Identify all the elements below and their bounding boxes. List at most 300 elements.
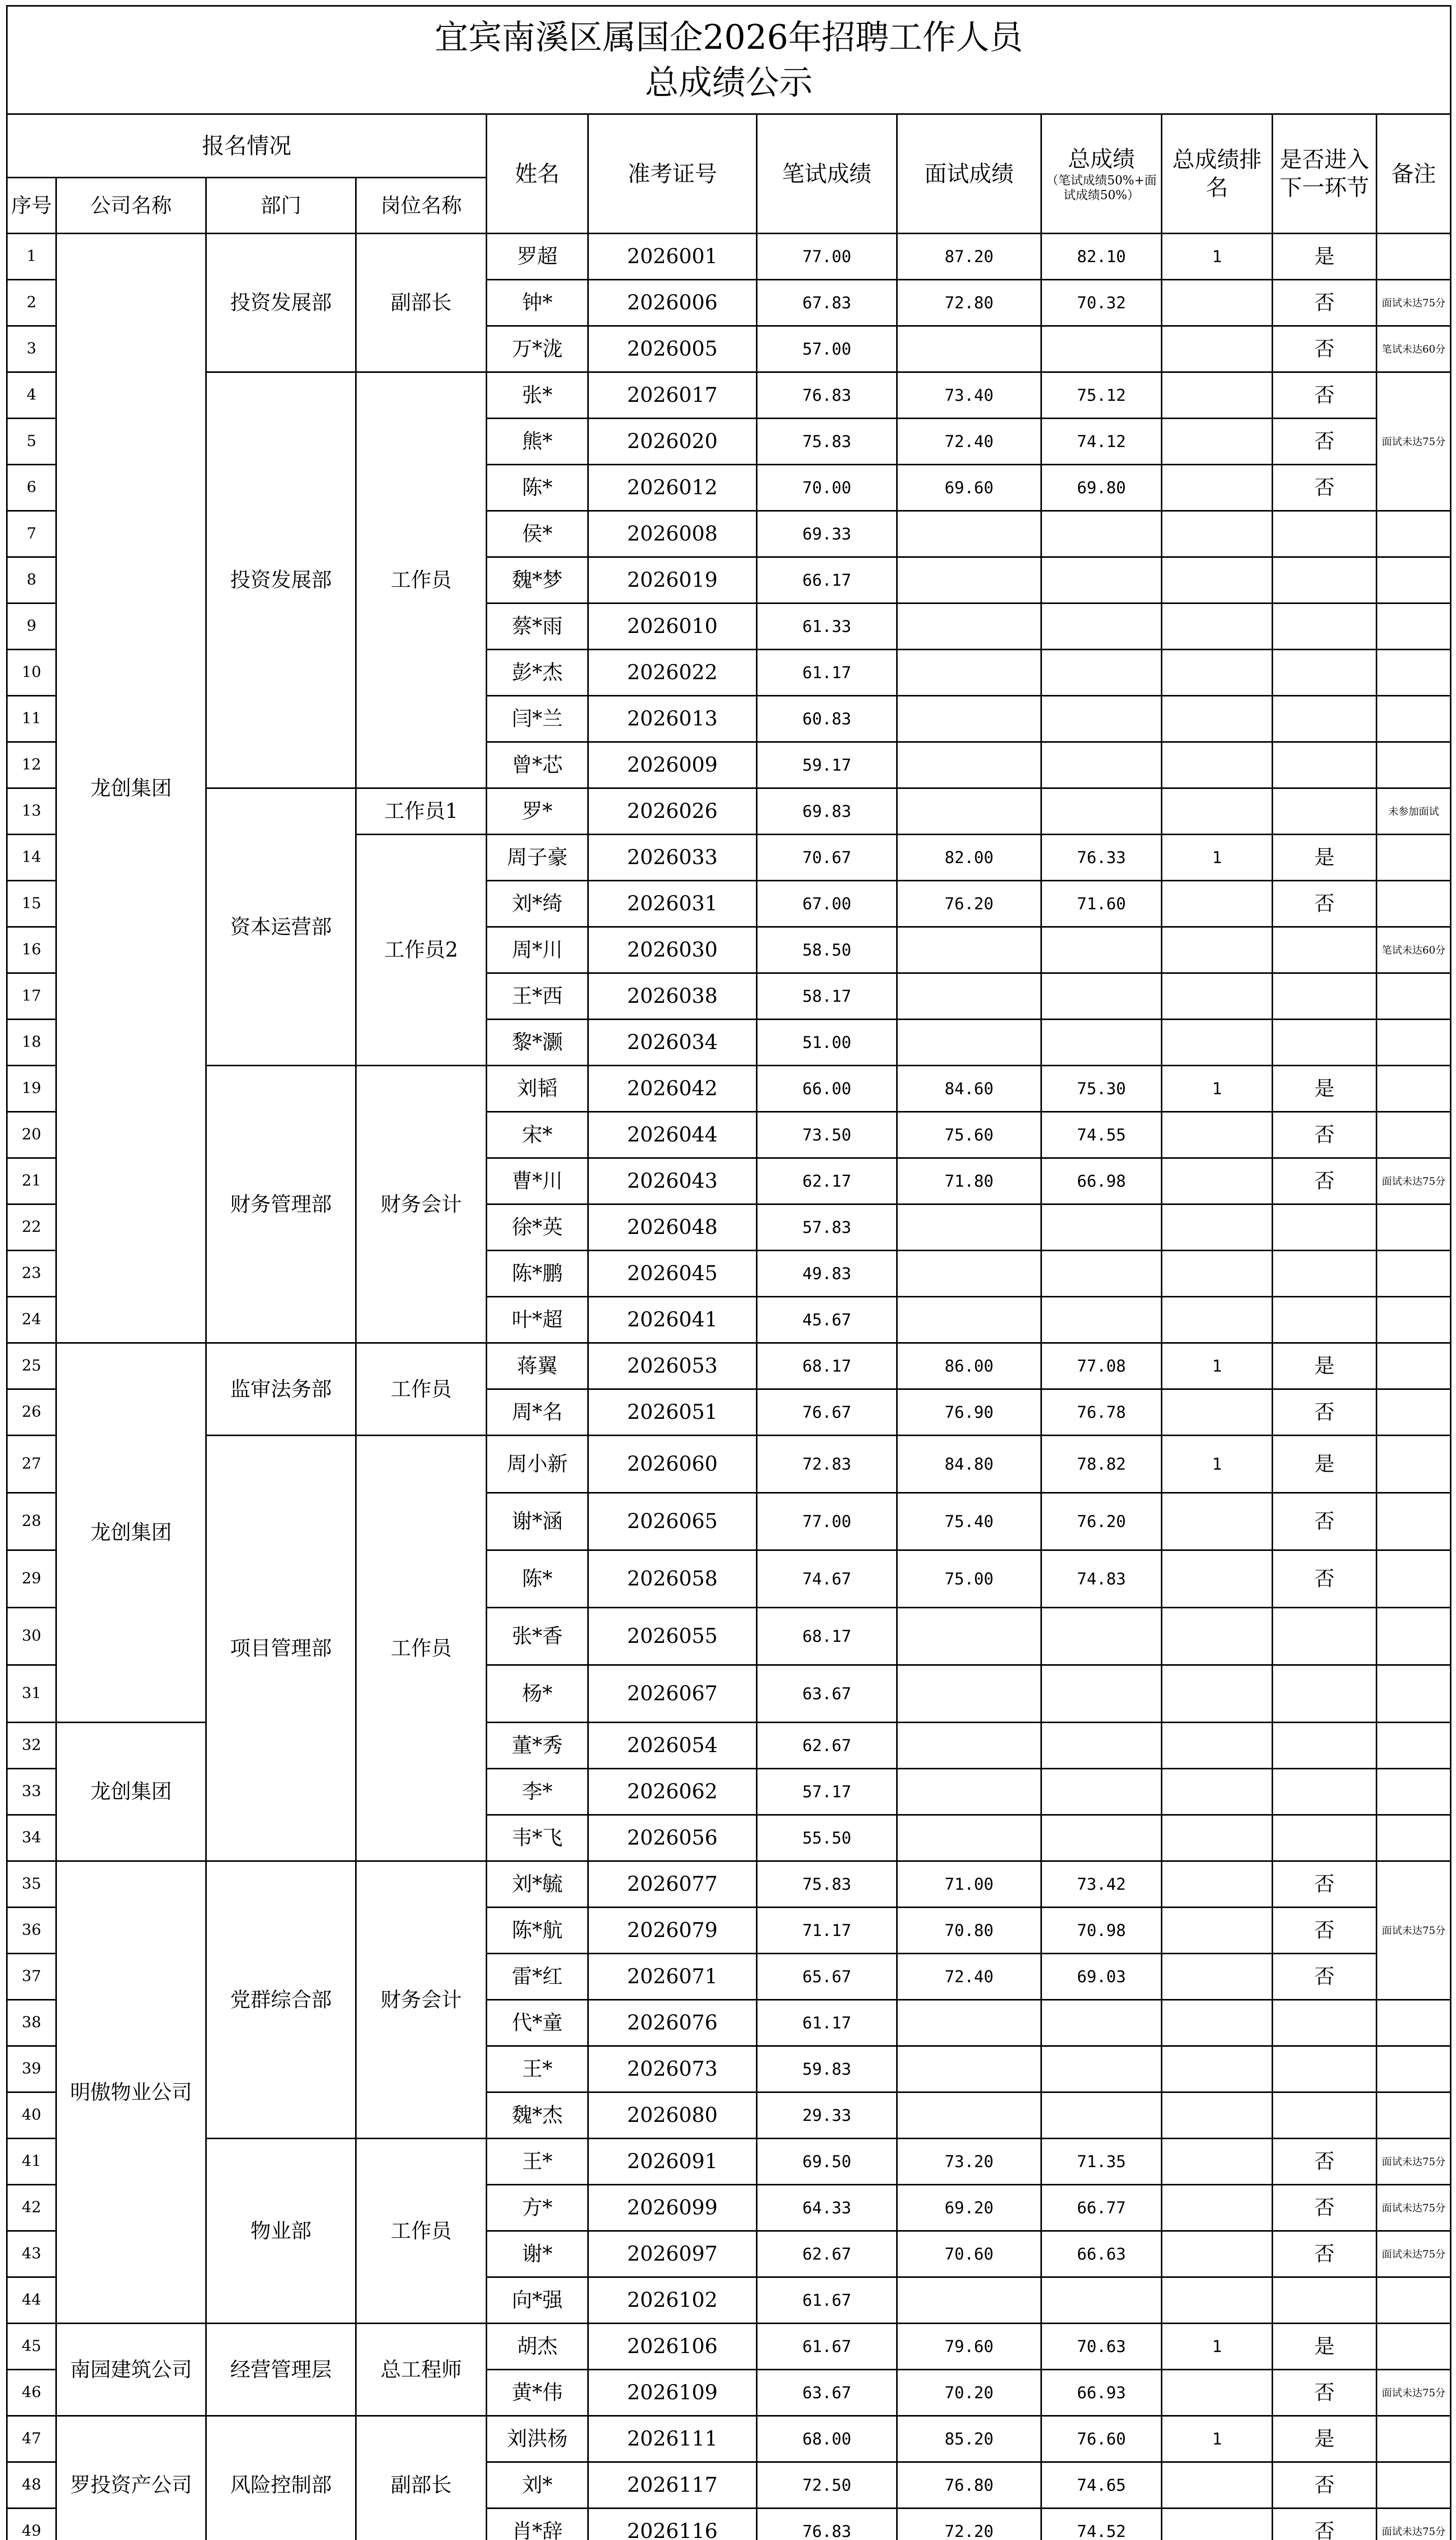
name-cell: 王* [487, 2139, 588, 2185]
name-cell: 董*秀 [487, 1723, 588, 1769]
name-cell: 黄*伟 [487, 2370, 588, 2416]
rank-cell [1162, 1608, 1273, 1665]
name-cell: 周小新 [487, 1436, 588, 1493]
rank-cell [1162, 1297, 1273, 1343]
dept-cell: 项目管理部 [206, 1436, 356, 1861]
header-interview: 面试成绩 [897, 114, 1041, 234]
remark-cell: 面试未达75分 [1377, 280, 1451, 326]
remark-cell [1377, 1550, 1451, 1608]
name-cell: 雷*红 [487, 1954, 588, 2000]
seq-cell: 32 [7, 1723, 56, 1769]
rank-cell [1162, 2277, 1273, 2324]
rank-cell [1162, 927, 1273, 973]
advance-cell: 否 [1273, 372, 1377, 419]
interview-score-cell: 82.00 [897, 835, 1041, 881]
interview-score-cell: 73.20 [897, 2139, 1041, 2185]
ticket-cell: 2026043 [588, 1158, 757, 1204]
table-row [7, 2416, 1451, 2462]
interview-score-cell: 73.40 [897, 372, 1041, 419]
remark-cell [1377, 1297, 1451, 1343]
total-score-cell [1041, 2092, 1162, 2139]
dept-cell: 党群综合部 [206, 1861, 356, 2139]
interview-score-cell: 70.80 [897, 1908, 1041, 1954]
interview-score-cell: 86.00 [897, 1343, 1041, 1389]
seq-cell: 44 [7, 2277, 56, 2324]
seq-cell: 34 [7, 1815, 56, 1861]
total-score-cell [1041, 557, 1162, 604]
rank-cell [1162, 1769, 1273, 1815]
name-cell: 刘韬 [487, 1066, 588, 1112]
position-cell: 工作员2 [356, 835, 487, 1066]
advance-cell: 否 [1273, 2370, 1377, 2416]
ticket-cell: 2026030 [588, 927, 757, 973]
title-line-2: 总成绩公示 [645, 63, 813, 102]
seq-cell: 25 [7, 1343, 56, 1389]
written-score-cell: 68.00 [757, 2416, 897, 2462]
name-cell: 熊* [487, 419, 588, 465]
advance-cell: 是 [1273, 2324, 1377, 2370]
total-score-cell [1041, 2277, 1162, 2324]
table-row [7, 788, 1451, 835]
written-score-cell: 77.00 [757, 234, 897, 280]
ticket-cell: 2026065 [588, 1493, 757, 1550]
interview-score-cell: 70.60 [897, 2231, 1041, 2277]
seq-cell: 39 [7, 2046, 56, 2092]
rank-cell [1162, 511, 1273, 557]
ticket-cell: 2026099 [588, 2185, 757, 2231]
written-score-cell: 29.33 [757, 2092, 897, 2139]
ticket-cell: 2026106 [588, 2324, 757, 2370]
ticket-cell: 2026054 [588, 1723, 757, 1769]
ticket-cell: 2026001 [588, 234, 757, 280]
name-cell: 周子豪 [487, 835, 588, 881]
results-sheet [6, 5, 1450, 2540]
seq-cell: 43 [7, 2231, 56, 2277]
dept-cell: 物业部 [206, 2139, 356, 2324]
advance-cell [1273, 511, 1377, 557]
total-score-cell: 66.77 [1041, 2185, 1162, 2231]
interview-score-cell: 75.60 [897, 1112, 1041, 1158]
ticket-cell: 2026042 [588, 1066, 757, 1112]
written-score-cell: 74.67 [757, 1550, 897, 1608]
advance-cell [1273, 1297, 1377, 1343]
seq-cell: 6 [7, 465, 56, 511]
seq-cell: 46 [7, 2370, 56, 2416]
seq-cell: 29 [7, 1550, 56, 1608]
name-cell: 陈* [487, 1550, 588, 1608]
interview-score-cell [897, 326, 1041, 372]
company-cell: 罗投资产公司 [56, 2416, 206, 2540]
interview-score-cell [897, 2277, 1041, 2324]
seq-cell: 19 [7, 1066, 56, 1112]
advance-cell [1273, 742, 1377, 788]
advance-cell: 否 [1273, 2462, 1377, 2509]
table-row [7, 2139, 1451, 2185]
remark-cell [1377, 1204, 1451, 1251]
rank-cell [1162, 372, 1273, 419]
written-score-cell: 70.67 [757, 835, 897, 881]
advance-cell [1273, 557, 1377, 604]
advance-cell [1273, 1769, 1377, 1815]
total-score-cell: 74.83 [1041, 1550, 1162, 1608]
name-cell: 曹*川 [487, 1158, 588, 1204]
dept-cell: 投资发展部 [206, 372, 356, 788]
ticket-cell: 2026116 [588, 2509, 757, 2540]
advance-cell [1273, 1665, 1377, 1723]
total-score-cell: 69.03 [1041, 1954, 1162, 2000]
written-score-cell: 67.83 [757, 280, 897, 326]
total-score-cell: 76.60 [1041, 2416, 1162, 2462]
remark-cell [1377, 2092, 1451, 2139]
total-score-cell: 66.98 [1041, 1158, 1162, 1204]
rank-cell: 1 [1162, 1343, 1273, 1389]
ticket-cell: 2026013 [588, 696, 757, 742]
seq-cell: 15 [7, 881, 56, 927]
written-score-cell: 76.67 [757, 1389, 897, 1436]
rank-cell [1162, 1020, 1273, 1066]
seq-cell: 3 [7, 326, 56, 372]
seq-cell: 33 [7, 1769, 56, 1815]
name-cell: 徐*英 [487, 1204, 588, 1251]
ticket-cell: 2026022 [588, 650, 757, 696]
header-seq: 序号 [7, 178, 56, 234]
interview-score-cell: 85.20 [897, 2416, 1041, 2462]
written-score-cell: 65.67 [757, 1954, 897, 2000]
written-score-cell: 69.50 [757, 2139, 897, 2185]
remark-cell: 面试未达75分 [1377, 2185, 1451, 2231]
table-row [7, 1861, 1451, 1908]
ticket-cell: 2026111 [588, 2416, 757, 2462]
ticket-cell: 2026056 [588, 1815, 757, 1861]
rank-cell [1162, 973, 1273, 1020]
name-cell: 谢*涵 [487, 1493, 588, 1550]
name-cell: 魏*杰 [487, 2092, 588, 2139]
total-score-cell: 76.33 [1041, 835, 1162, 881]
header-ticket: 准考证号 [588, 114, 757, 234]
ticket-cell: 2026058 [588, 1550, 757, 1608]
written-score-cell: 76.83 [757, 372, 897, 419]
ticket-cell: 2026044 [588, 1112, 757, 1158]
advance-cell [1273, 2277, 1377, 2324]
rank-cell [1162, 2462, 1273, 2509]
advance-cell [1273, 1723, 1377, 1769]
seq-cell: 23 [7, 1251, 56, 1297]
interview-score-cell: 69.60 [897, 465, 1041, 511]
total-score-cell: 74.55 [1041, 1112, 1162, 1158]
remark-cell: 面试未达75分 [1377, 2509, 1451, 2540]
seq-cell: 28 [7, 1493, 56, 1550]
seq-cell: 9 [7, 604, 56, 650]
ticket-cell: 2026006 [588, 280, 757, 326]
rank-cell [1162, 2185, 1273, 2231]
written-score-cell: 62.17 [757, 1158, 897, 1204]
written-score-cell: 59.83 [757, 2046, 897, 2092]
advance-cell: 否 [1273, 2139, 1377, 2185]
name-cell: 李* [487, 1769, 588, 1815]
remark-cell [1377, 1436, 1451, 1493]
interview-score-cell [897, 1297, 1041, 1343]
total-score-cell: 77.08 [1041, 1343, 1162, 1389]
ticket-cell: 2026017 [588, 372, 757, 419]
advance-cell: 是 [1273, 2416, 1377, 2462]
header-position: 岗位名称 [356, 178, 487, 234]
name-cell: 彭*杰 [487, 650, 588, 696]
rank-cell [1162, 788, 1273, 835]
advance-cell [1273, 604, 1377, 650]
ticket-cell: 2026097 [588, 2231, 757, 2277]
interview-score-cell [897, 788, 1041, 835]
advance-cell: 否 [1273, 1908, 1377, 1954]
ticket-cell: 2026048 [588, 1204, 757, 1251]
ticket-cell: 2026109 [588, 2370, 757, 2416]
rank-cell [1162, 742, 1273, 788]
written-score-cell: 58.50 [757, 927, 897, 973]
company-cell: 龙创集团 [56, 234, 206, 1343]
interview-score-cell [897, 1608, 1041, 1665]
remark-cell [1377, 557, 1451, 604]
rank-cell [1162, 1204, 1273, 1251]
ticket-cell: 2026055 [588, 1608, 757, 1665]
interview-score-cell: 70.20 [897, 2370, 1041, 2416]
name-cell: 万*泷 [487, 326, 588, 372]
advance-cell: 否 [1273, 1954, 1377, 2000]
ticket-cell: 2026008 [588, 511, 757, 557]
rank-cell: 1 [1162, 1066, 1273, 1112]
position-cell: 工作员 [356, 1343, 487, 1436]
company-cell: 龙创集团 [56, 1343, 206, 1723]
remark-cell [1377, 1723, 1451, 1769]
rank-cell [1162, 2231, 1273, 2277]
rank-cell: 1 [1162, 2416, 1273, 2462]
seq-cell: 41 [7, 2139, 56, 2185]
position-cell: 工作员 [356, 2139, 487, 2324]
name-cell: 肖*辞 [487, 2509, 588, 2540]
written-score-cell: 72.50 [757, 2462, 897, 2509]
total-score-cell [1041, 1020, 1162, 1066]
total-score-cell [1041, 742, 1162, 788]
remark-cell [1377, 1112, 1451, 1158]
interview-score-cell: 72.80 [897, 280, 1041, 326]
name-cell: 周*名 [487, 1389, 588, 1436]
name-cell: 侯* [487, 511, 588, 557]
advance-cell: 否 [1273, 2185, 1377, 2231]
total-score-cell: 76.78 [1041, 1389, 1162, 1436]
total-score-cell: 66.93 [1041, 2370, 1162, 2416]
rank-cell: 1 [1162, 2324, 1273, 2370]
written-score-cell: 73.50 [757, 1112, 897, 1158]
interview-score-cell: 72.20 [897, 2509, 1041, 2540]
rank-cell [1162, 465, 1273, 511]
name-cell: 周*川 [487, 927, 588, 973]
remark-cell: 面试未达75分 [1377, 1158, 1451, 1204]
interview-score-cell: 72.40 [897, 1954, 1041, 2000]
seq-cell: 49 [7, 2509, 56, 2540]
name-cell: 胡杰 [487, 2324, 588, 2370]
written-score-cell: 45.67 [757, 1297, 897, 1343]
ticket-cell: 2026045 [588, 1251, 757, 1297]
rank-cell [1162, 1815, 1273, 1861]
interview-score-cell: 79.60 [897, 2324, 1041, 2370]
ticket-cell: 2026033 [588, 835, 757, 881]
total-score-cell [1041, 973, 1162, 1020]
rank-cell [1162, 1550, 1273, 1608]
rank-cell [1162, 881, 1273, 927]
interview-score-cell: 69.20 [897, 2185, 1041, 2231]
name-cell: 代*童 [487, 2000, 588, 2046]
ticket-cell: 2026080 [588, 2092, 757, 2139]
seq-cell: 17 [7, 973, 56, 1020]
interview-score-cell: 87.20 [897, 234, 1041, 280]
total-score-cell: 70.98 [1041, 1908, 1162, 1954]
position-cell: 副部长 [356, 2416, 487, 2540]
name-cell: 曾*芯 [487, 742, 588, 788]
written-score-cell: 51.00 [757, 1020, 897, 1066]
written-score-cell: 62.67 [757, 1723, 897, 1769]
name-cell: 钟* [487, 280, 588, 326]
rank-cell: 1 [1162, 234, 1273, 280]
dept-cell: 投资发展部 [206, 234, 356, 372]
table-row [7, 2324, 1451, 2370]
advance-cell [1273, 788, 1377, 835]
seq-cell: 48 [7, 2462, 56, 2509]
rank-cell [1162, 1493, 1273, 1550]
seq-cell: 37 [7, 1954, 56, 2000]
rank-cell [1162, 280, 1273, 326]
company-cell: 明傲物业公司 [56, 1861, 206, 2324]
remark-cell [1377, 2324, 1451, 2370]
name-cell: 宋* [487, 1112, 588, 1158]
advance-cell [1273, 650, 1377, 696]
ticket-cell: 2026012 [588, 465, 757, 511]
total-score-cell [1041, 2000, 1162, 2046]
name-cell: 陈*鹏 [487, 1251, 588, 1297]
remark-cell [1377, 1343, 1451, 1389]
interview-score-cell: 72.40 [897, 419, 1041, 465]
seq-cell: 14 [7, 835, 56, 881]
advance-cell [1273, 2000, 1377, 2046]
remark-cell [1377, 2000, 1451, 2046]
name-cell: 王* [487, 2046, 588, 2092]
advance-cell [1273, 696, 1377, 742]
remark-cell [1377, 234, 1451, 280]
written-score-cell: 61.17 [757, 2000, 897, 2046]
name-cell: 韦*飞 [487, 1815, 588, 1861]
ticket-cell: 2026091 [588, 2139, 757, 2185]
total-score-cell [1041, 788, 1162, 835]
interview-score-cell [897, 2000, 1041, 2046]
seq-cell: 13 [7, 788, 56, 835]
advance-cell: 否 [1273, 2509, 1377, 2540]
remark-cell [1377, 1769, 1451, 1815]
name-cell: 陈* [487, 465, 588, 511]
advance-cell [1273, 1204, 1377, 1251]
remark-cell [1377, 881, 1451, 927]
ticket-cell: 2026073 [588, 2046, 757, 2092]
header-advance: 是否进入下一环节 [1273, 114, 1377, 234]
interview-score-cell [897, 1020, 1041, 1066]
written-score-cell: 69.33 [757, 511, 897, 557]
dept-cell: 财务管理部 [206, 1066, 356, 1343]
advance-cell [1273, 927, 1377, 973]
total-score-cell: 75.12 [1041, 372, 1162, 419]
written-score-cell: 60.83 [757, 696, 897, 742]
interview-score-cell: 75.40 [897, 1493, 1041, 1550]
interview-score-cell [897, 650, 1041, 696]
rank-cell: 1 [1162, 835, 1273, 881]
written-score-cell: 58.17 [757, 973, 897, 1020]
interview-score-cell: 84.60 [897, 1066, 1041, 1112]
ticket-cell: 2026079 [588, 1908, 757, 1954]
remark-cell [1377, 1815, 1451, 1861]
rank-cell [1162, 696, 1273, 742]
rank-cell [1162, 2370, 1273, 2416]
seq-cell: 20 [7, 1112, 56, 1158]
page-title [7, 6, 1451, 114]
written-score-cell: 75.83 [757, 419, 897, 465]
seq-cell: 12 [7, 742, 56, 788]
seq-cell: 5 [7, 419, 56, 465]
rank-cell [1162, 2000, 1273, 2046]
ticket-cell: 2026005 [588, 326, 757, 372]
advance-cell: 否 [1273, 419, 1377, 465]
ticket-cell: 2026026 [588, 788, 757, 835]
name-cell: 魏*梦 [487, 557, 588, 604]
remark-cell [1377, 1665, 1451, 1723]
ticket-cell: 2026117 [588, 2462, 757, 2509]
seq-cell: 8 [7, 557, 56, 604]
seq-cell: 30 [7, 1608, 56, 1665]
ticket-cell: 2026062 [588, 1769, 757, 1815]
rank-cell [1162, 1665, 1273, 1723]
interview-score-cell [897, 742, 1041, 788]
advance-cell: 否 [1273, 1861, 1377, 1908]
remark-cell [1377, 696, 1451, 742]
rank-cell [1162, 1389, 1273, 1436]
written-score-cell: 55.50 [757, 1815, 897, 1861]
total-score-cell: 73.42 [1041, 1861, 1162, 1908]
ticket-cell: 2026051 [588, 1389, 757, 1436]
total-score-cell: 71.35 [1041, 2139, 1162, 2185]
name-cell: 闫*兰 [487, 696, 588, 742]
remark-cell [1377, 650, 1451, 696]
written-score-cell: 64.33 [757, 2185, 897, 2231]
rank-cell [1162, 2046, 1273, 2092]
advance-cell: 否 [1273, 881, 1377, 927]
name-cell: 张* [487, 372, 588, 419]
written-score-cell: 63.67 [757, 2370, 897, 2416]
rank-cell [1162, 1112, 1273, 1158]
rank-cell [1162, 604, 1273, 650]
name-cell: 罗超 [487, 234, 588, 280]
seq-cell: 16 [7, 927, 56, 973]
remark-cell [1377, 511, 1451, 557]
ticket-cell: 2026077 [588, 1861, 757, 1908]
rank-cell [1162, 1954, 1273, 2000]
written-score-cell: 67.00 [757, 881, 897, 927]
total-score-cell [1041, 1769, 1162, 1815]
name-cell: 王*西 [487, 973, 588, 1020]
interview-score-cell: 84.80 [897, 1436, 1041, 1493]
interview-score-cell [897, 1665, 1041, 1723]
remark-cell [1377, 1020, 1451, 1066]
advance-cell: 是 [1273, 234, 1377, 280]
seq-cell: 45 [7, 2324, 56, 2370]
total-score-cell: 71.60 [1041, 881, 1162, 927]
name-cell: 张*香 [487, 1608, 588, 1665]
written-score-cell: 61.17 [757, 650, 897, 696]
interview-score-cell [897, 1815, 1041, 1861]
written-score-cell: 72.83 [757, 1436, 897, 1493]
